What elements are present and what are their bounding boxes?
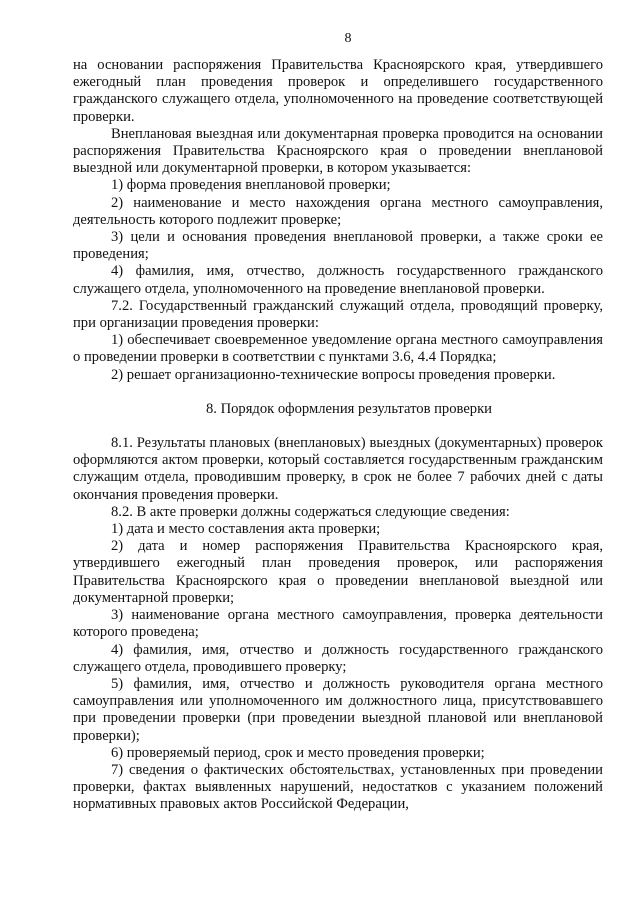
list-item: 1) дата и место составления акта проверки; [111, 521, 381, 538]
list-item: 3) наименование органа местного самоуправления, проверка деятельности которого проведена; [73, 607, 603, 641]
list-item: 1) обеспечивает своевременное уведомление органа местного самоуправления о проведении проверки в соответствии с пунктами 3.6, 4.4 Порядка; [73, 332, 603, 366]
list-item: 6) проверяемый период, срок и место проведения проверки; [111, 744, 485, 761]
list-item: 2) решает организационно-технические вопросы проведения проверки. [111, 366, 556, 383]
list-item: 5) фамилия, имя, отчество и должность руководителя органа местного самоуправления или уполномоченного им должностного лица, присутствовавшего при проведении проверки (при проведении выездной плановой или внеплановой проверки); [73, 675, 603, 744]
list-item: 7) сведения о фактических обстоятельствах, установленных при проведении проверки, фактах выявленных нарушений, недостатков с указанием положений нормативных правовых актов Российской Федерации, [73, 761, 603, 813]
section-heading: 8. Порядок оформления результатов проверки [205, 400, 492, 417]
paragraph: на основании распоряжения Правительства Красноярского края, утвердившего ежегодный план проведения проверок и определившего государственного гражданского служащего отдела, уполномоченного на проведение соответствующей проверки. [73, 57, 603, 125]
paragraph: 8.1. Результаты плановых (внеплановых) выездных (документарных) проверок оформляются актом проверки, который составляется государственным гражданским служащим отдела, проводившим проверку, в срок не более 7 рабочих дней с даты окончания проведения проверки. [73, 435, 603, 503]
list-item: 1) форма проведения внеплановой проверки; [111, 177, 391, 194]
list-item: 2) дата и номер распоряжения Правительства Красноярского края, утвердившего ежегодный план проведения проверок, или распоряжения Правительства Красноярского края о проведении внеплановой выездной или документарной проверки; [73, 538, 603, 606]
list-item: 4) фамилия, имя, отчество и должность государственного гражданского служащего отдела, проводившего проверку; [73, 641, 603, 675]
paragraph: Внеплановая выездная или документарная проверка проводится на основании распоряжения Правительства Красноярского края о проведении внеплановой выездной или документарной проверки, в котором указывается: [73, 125, 603, 177]
page-number: 8 [344, 31, 352, 46]
paragraph: 8.2. В акте проверки должны содержаться следующие сведения: [111, 503, 510, 520]
list-item: 3) цели и основания проведения внеплановой проверки, а также сроки ее проведения; [73, 229, 603, 263]
list-item: 4) фамилия, имя, отчество, должность государственного гражданского служащего отдела, уполномоченного на проведение внеплановой проверки. [73, 263, 603, 297]
paragraph: 7.2. Государственный гражданский служащий отдела, проводящий проверку, при организации проведения проверки: [73, 297, 603, 332]
list-item: 2) наименование и место нахождения органа местного самоуправления, деятельность которого подлежит проверке; [73, 194, 603, 228]
